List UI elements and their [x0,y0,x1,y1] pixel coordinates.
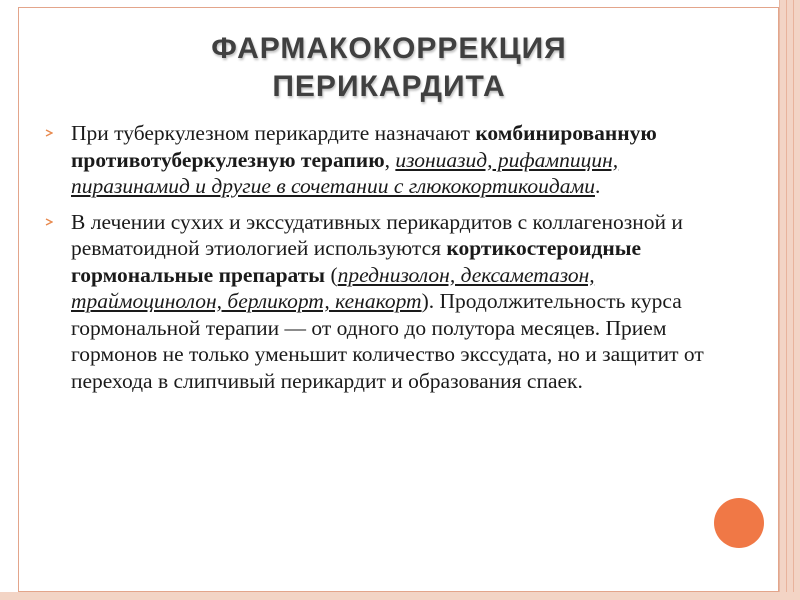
bullet-2-drug-list: преднизолон, дексаметазон, траймоцинолон, берликорт, кенакорт [71,262,595,313]
right-decor-band [779,0,800,600]
slide-body [44,120,704,403]
bullet-item-2 [44,209,704,395]
bullet-1-text: При туберкулезном перикардите назначают [71,121,476,145]
accent-circle [714,498,764,548]
bullet-1-drug-list: изониазид, рифампицин, пиразинамид и другие в сочетании с глюкокортикоидами [71,147,619,198]
bullet-icon [45,129,53,137]
bullet-icon [45,218,53,226]
decor-line [793,0,794,600]
bullet-1-sep: , [384,147,396,172]
bullet-2-bold: кортикостероидные гормональные препараты [71,236,642,287]
bullet-1-end: . [594,174,601,198]
bullet-1-bold: комбинированную противотуберкулезную терапию [71,121,657,172]
bullet-2-rest: ). Продолжительность курса гормональной терапии — от одного до полутора месяцев. Прием гормонов не только уменьшит количество экссудата, но и защитит от перехода в слипчивый перикардит и образования спаек. [71,289,704,393]
bullet-item-1 [44,120,704,200]
bullet-2-paren: ( [325,262,338,287]
slide-title [79,30,699,106]
decor-line [786,0,787,600]
bullet-2-text: В лечении сухих и экссудативных перикардитов с коллагенозной и ревматоидной этиологией используются [71,209,683,260]
bottom-decor-band [0,592,800,600]
title-line-1: ФАРМАКОКОРРЕКЦИЯ [211,32,567,65]
title-line-2: ПЕРИКАРДИТА [272,70,506,103]
